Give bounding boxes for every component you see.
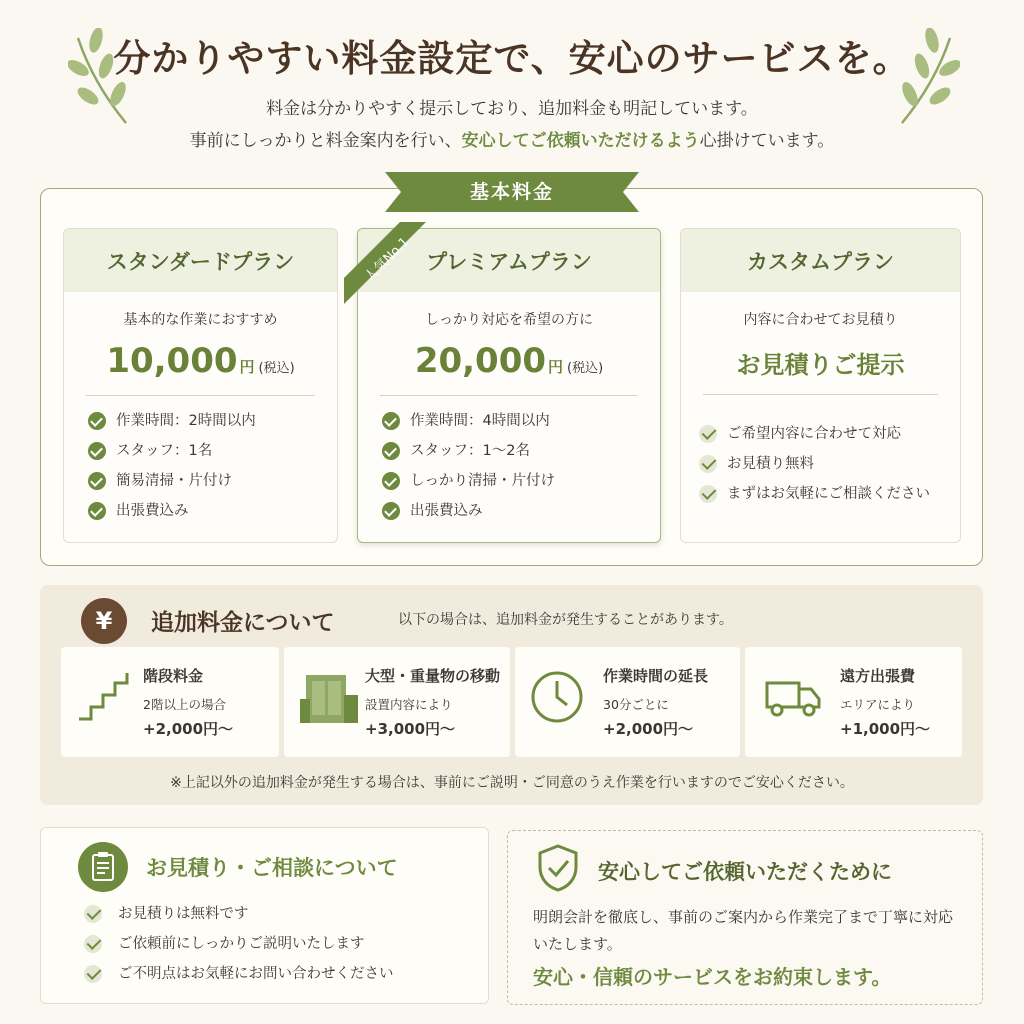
additional-fees-title: 追加料金について — [151, 610, 335, 636]
feature-text: 出張費込み — [116, 503, 189, 519]
fee-card-extension — [515, 647, 740, 757]
intro-line-2 — [0, 126, 1024, 151]
fee-title: 階段料金 — [143, 667, 204, 685]
feature-text: 出張費込み — [410, 503, 483, 519]
feature-item — [699, 479, 960, 509]
plan-name: スタンダードプラン — [64, 229, 337, 292]
feature-item — [382, 406, 660, 436]
trust-promise: 安心・信頼のサービスをお約束します。 — [533, 965, 892, 989]
price-unit: 円 — [548, 358, 564, 376]
fee-price: +2,000円〜 — [603, 720, 694, 738]
fee-card-travel — [745, 647, 962, 757]
divider — [380, 395, 638, 396]
divider — [86, 395, 315, 396]
feature-text: しっかり清掃・片付け — [410, 473, 555, 489]
price-number: 20,000 — [414, 341, 547, 381]
check-icon — [699, 485, 717, 503]
feature-list — [681, 419, 960, 509]
check-circle-icon — [382, 472, 400, 490]
check-circle-icon — [382, 442, 400, 460]
additional-fees-note: 以下の場合は、追加料金が発生することがあります。 — [398, 612, 733, 628]
consultation-item — [84, 929, 394, 959]
check-circle-icon — [88, 412, 106, 430]
fee-condition: 30分ごとに — [603, 697, 669, 712]
feature-item — [382, 466, 660, 496]
feature-item — [382, 496, 660, 526]
price-unit: 円 — [239, 358, 255, 376]
feature-item — [699, 419, 960, 449]
intro-line-2-start: 事前にしっかりと料金案内を行い、 — [189, 131, 462, 151]
fee-title: 遠方出張費 — [840, 667, 916, 685]
fee-title: 大型・重量物の移動 — [365, 667, 501, 685]
yen-icon: ¥ — [81, 598, 127, 644]
consultation-text: ご不明点はお気軽にお問い合わせください — [118, 966, 394, 982]
consultation-text: ご依頼前にしっかりご説明いたします — [118, 936, 365, 952]
divider — [703, 394, 938, 395]
plan-card-custom[interactable] — [680, 228, 961, 543]
furniture-icon — [298, 669, 362, 725]
feature-list — [64, 406, 337, 526]
intro-line-2-end: 心掛けています。 — [699, 131, 835, 151]
fee-price: +1,000円〜 — [840, 720, 931, 738]
feature-text: スタッフ：1〜2名 — [410, 443, 530, 459]
check-circle-icon — [88, 442, 106, 460]
fee-title: 作業時間の延長 — [603, 667, 709, 685]
fee-card-heavy-items — [284, 647, 510, 757]
check-icon — [84, 905, 102, 923]
check-circle-icon — [88, 502, 106, 520]
feature-item — [382, 436, 660, 466]
feature-item — [699, 449, 960, 479]
feature-item — [88, 436, 337, 466]
check-icon — [84, 965, 102, 983]
feature-text: 簡易清掃・片付け — [116, 473, 232, 489]
check-circle-icon — [88, 472, 106, 490]
plan-description: 基本的な作業におすすめ — [123, 312, 278, 328]
stairs-icon — [75, 669, 135, 725]
check-icon — [84, 935, 102, 953]
plan-price-quote: お見積りご提示 — [736, 351, 905, 379]
feature-item — [88, 496, 337, 526]
basic-banner-label: 基本料金 — [469, 181, 554, 203]
plan-card-standard[interactable] — [63, 228, 338, 543]
trust-title: 安心してご依頼いただくために — [598, 860, 892, 884]
fee-condition: 設置内容により — [365, 697, 453, 712]
plan-name: プレミアムプラン — [358, 229, 660, 292]
price-number: 10,000 — [106, 341, 238, 381]
fee-condition: 2階以上の場合 — [143, 697, 226, 712]
feature-item — [88, 466, 337, 496]
popular-ribbon-text: 人気No.1 — [362, 234, 413, 285]
price-tax-note: (税込) — [258, 361, 295, 376]
plan-price — [64, 341, 337, 381]
plan-description: しっかり対応を希望の方に — [425, 312, 593, 328]
feature-text: 作業時間：2時間以内 — [116, 413, 256, 429]
intro-line-1: 料金は分かりやすく提示しており、追加料金も明記しています。 — [266, 99, 758, 119]
feature-text: 作業時間：4時間以内 — [410, 413, 550, 429]
clock-icon — [529, 669, 585, 725]
plan-price — [358, 341, 660, 381]
additional-fees-footnote: ※上記以外の追加料金が発生する場合は、事前にご説明・ご同意のうえ作業を行いますのでご安心ください。 — [170, 775, 854, 791]
fee-condition: エリアにより — [840, 697, 916, 712]
fee-card-stairs — [61, 647, 279, 757]
feature-text: スタッフ：1名 — [116, 443, 213, 459]
consultation-item — [84, 959, 394, 989]
check-circle-icon — [382, 412, 400, 430]
consultation-text: お見積りは無料です — [118, 906, 249, 922]
consultation-list — [84, 899, 394, 989]
check-icon — [699, 425, 717, 443]
consultation-item — [84, 899, 394, 929]
shield-check-icon — [536, 843, 580, 893]
feature-text: お見積り無料 — [727, 456, 814, 472]
price-tax-note: (税込) — [567, 361, 604, 376]
fee-price: +2,000円〜 — [143, 720, 234, 738]
intro-highlight: 安心してご依頼いただけるよう — [461, 131, 700, 151]
feature-text: ご希望内容に合わせて対応 — [727, 426, 901, 442]
check-circle-icon — [382, 502, 400, 520]
consultation-title: お見積り・ご相談について — [146, 856, 398, 880]
plan-description: 内容に合わせてお見積り — [743, 312, 898, 328]
feature-text: まずはお気軽にご相談ください — [727, 486, 930, 502]
feature-item — [88, 406, 337, 436]
check-icon — [699, 455, 717, 473]
truck-icon — [759, 669, 827, 725]
popular-ribbon — [344, 222, 434, 312]
plan-name: カスタムプラン — [681, 229, 960, 292]
page-title: 分かりやすい料金設定で、安心のサービスを。 — [113, 36, 911, 80]
clipboard-icon — [77, 841, 129, 893]
feature-list — [358, 406, 660, 526]
fee-price: +3,000円〜 — [365, 720, 456, 738]
trust-body: 明朗会計を徹底し、事前のご案内から作業完了まで丁寧に対応いたします。 — [533, 908, 954, 953]
